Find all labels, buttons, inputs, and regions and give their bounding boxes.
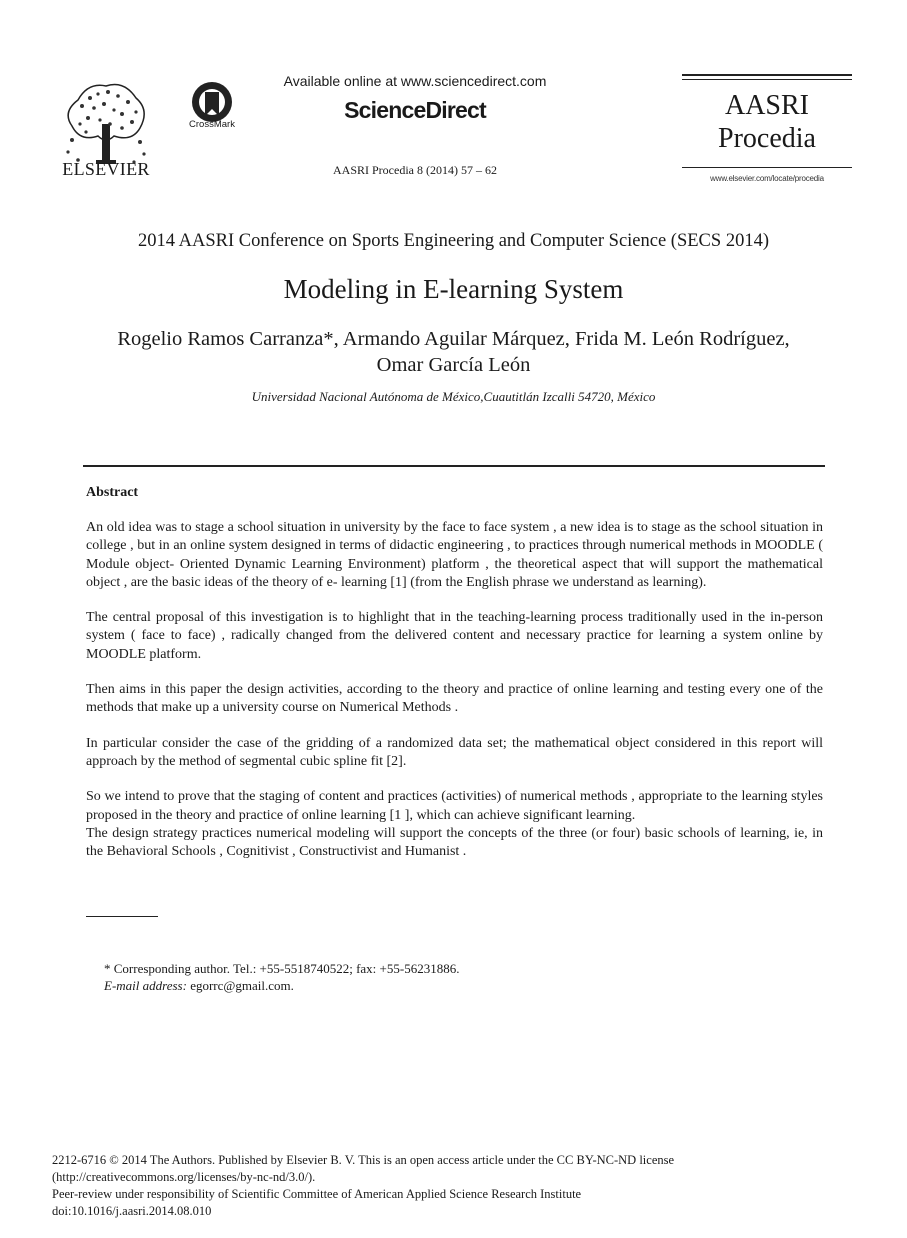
abstract-paragraph: So we intend to prove that the staging of content and practices (activities) of numerical methods , appropriate to the learning styles proposed in the theory and practice of online learning [1 ], which can achieve significant learning. bbox=[86, 789, 823, 823]
journal-rule-top-thin bbox=[682, 79, 852, 80]
journal-rule-top bbox=[682, 74, 852, 76]
abstract-paragraph: Then aims in this paper the design activities, according to the theory and practice of online learning and testing every one of the methods that make up a university course on Numerical Methods . bbox=[86, 682, 823, 716]
email-address[interactable]: egorrc@gmail.com. bbox=[186, 978, 294, 993]
crossmark-label: CrossMark bbox=[189, 119, 235, 130]
authors-line2: Omar García León bbox=[376, 354, 531, 376]
abstract-paragraph: The design strategy practices numerical modeling will support the concepts of the three (or four) basic schools of learning, ie, in the Behavioral Schools , Cognitivist , Constructivist and Humanist . bbox=[86, 825, 823, 860]
corresponding-author-note: * Corresponding author. Tel.: +55-5518740522; fax: +55-56231886. bbox=[104, 961, 460, 976]
email-line bbox=[104, 977, 459, 994]
peer-review-line: Peer-review under responsibility of Scientific Committee of American Applied Science Research Institute bbox=[52, 1187, 582, 1201]
journal-title-line2: Procedia bbox=[718, 123, 816, 154]
author-list bbox=[60, 326, 847, 378]
elsevier-wordmark: ELSEVIER bbox=[62, 159, 150, 179]
affiliation: Universidad Nacional Autónoma de México,Cuautitlán Izcalli 54720, México bbox=[251, 389, 656, 404]
abstract-paragraph: An old idea was to stage a school situation in university by the face to face system , a new idea is to stage as the school situation in college , but in an online system designed in terms of didactic engineering , to practices through numerical methods in MOODLE ( Module object- Oriented Dynamic Learning Environment) platform , the theoretical aspect that will support the mathematical object , are the basic ideas of the theory of e- learning [1] (from the English phrase we understand as learning). bbox=[86, 520, 823, 590]
license-link[interactable]: (http://creativecommons.org/licenses/by-nc-nd/3.0/). bbox=[52, 1170, 316, 1184]
footnote-rule bbox=[86, 916, 158, 917]
doi-line[interactable]: doi:10.1016/j.aasri.2014.08.010 bbox=[52, 1204, 212, 1218]
abstract-paragraph: In particular consider the case of the gridding of a randomized data set; the mathematical object considered in this report will approach by the method of segmental cubic spline fit [2]. bbox=[86, 735, 823, 769]
journal-rule-bottom bbox=[682, 167, 852, 168]
available-online-text: Available online at www.sciencedirect.com bbox=[283, 73, 547, 89]
journal-title bbox=[682, 89, 852, 155]
authors-line1: Rogelio Ramos Carranza*, Armando Aguilar Márquez, Frida M. León Rodríguez, bbox=[117, 328, 790, 350]
email-label: E-mail address: bbox=[104, 978, 187, 993]
journal-url[interactable]: www.elsevier.com/locate/procedia bbox=[710, 174, 824, 183]
abstract-heading: Abstract bbox=[86, 485, 139, 500]
copyright-line: 2212-6716 © 2014 The Authors. Published by Elsevier B. V. This is an open access article under the CC BY-NC-ND license bbox=[52, 1153, 675, 1167]
footnote bbox=[104, 960, 459, 994]
abstract-body bbox=[86, 519, 823, 878]
journal-title-line1: AASRI bbox=[724, 90, 809, 121]
conference-name: 2014 AASRI Conference on Sports Engineering and Computer Science (SECS 2014) bbox=[138, 231, 769, 251]
sciencedirect-logo: ScienceDirect bbox=[344, 97, 486, 123]
header-divider bbox=[83, 465, 825, 467]
journal-reference: AASRI Procedia 8 (2014) 57 – 62 bbox=[333, 163, 497, 177]
copyright-footer bbox=[52, 1152, 772, 1220]
abstract-paragraph: The central proposal of this investigation is to highlight that in the teaching-learning process traditionally used in the in-person system ( face to face) , radically changed from the delivered content and necessary practice for learning a system online by MOODLE platform. bbox=[86, 610, 823, 662]
article-title: Modeling in E-learning System bbox=[283, 274, 624, 304]
